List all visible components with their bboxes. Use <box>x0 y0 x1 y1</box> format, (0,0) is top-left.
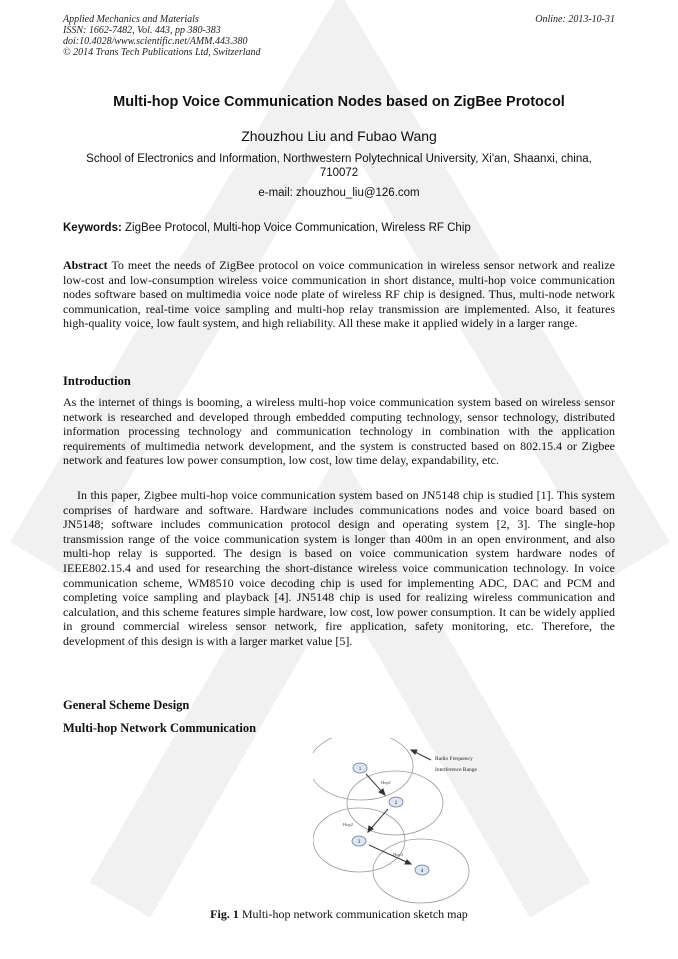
network-sketch <box>313 738 513 908</box>
doi: doi:10.4028/www.scientific.net/AMM.443.380 <box>63 36 248 47</box>
multi-hop-heading: Multi-hop Network Communication <box>63 721 257 735</box>
journal-header <box>63 14 615 58</box>
keywords-text: ZigBee Protocol, Multi-hop Voice Communication, Wireless RF Chip <box>125 222 471 234</box>
legend-line-2: Interference Range <box>435 767 477 773</box>
legend-line-1: Radio Frequency <box>435 756 473 762</box>
journal-name: Applied Mechanics and Materials <box>63 14 199 25</box>
copyright: © 2014 Trans Tech Publications Ltd, Switzerland <box>63 47 261 58</box>
node-label-3: 3 <box>357 840 361 845</box>
paper-title: Multi-hop Voice Communication Nodes based on ZigBee Protocol <box>113 94 565 110</box>
abstract <box>63 258 615 331</box>
keywords <box>63 222 615 234</box>
arrowhead <box>411 750 417 754</box>
general-scheme-heading: General Scheme Design <box>63 698 190 712</box>
hop-label-3: Hop3 <box>393 852 403 857</box>
caption-text: Multi-hop network communication sketch map <box>241 907 468 921</box>
hop-label-1: Hop1 <box>381 780 391 785</box>
node-label-1: 1 <box>358 767 362 772</box>
keywords-label: Keywords: <box>63 222 122 234</box>
affiliation: School of Electronics and Information, Northwestern Polytechnical University, Xi'an, Shaanxi, china, 710072 <box>86 153 592 179</box>
introduction-paragraph-2: In this paper, Zigbee multi-hop voice communication system based on JN5148 chip is studied [1]. This system comprises of hardware and software. Hardware includes communications nodes and voice board based on JN5148; software includes communication protocol design and operating system [2, 3]. The single-hop transmission range of the voice communication system is longer than 400m in an open environment, and also multi-hop relay is supported. The design is based on voice communication system hardware nodes of IEEE802.15.4 and used for researching the short-distance wireless voice communication technology. In voice communication scheme, WM8510 voice decoding chip is used for implementing ADC, DAC and PCM and completing voice sampling and playback [4]. JN5148 chip is used for realizing wireless communication and calculation, and this scheme features simple hardware, low cost, low power consumption. It can be widely applied in ground commercial wireless sensor network, fire application, safety monitoring, etc. Therefore, the development of this design is with a larger market value [5]. <box>63 488 615 648</box>
abstract-text: To meet the needs of ZigBee protocol on voice communication in wireless sensor network and realize low-cost and low-consumption wireless voice communication in short distance, multi-hop voice communication nodes software based on multimedia voice node plate of wireless RF chip is designed. Thus, multi-node network communication, real-time voice sampling and multi-hop relay transmission are implemented. Also, it features high-quality voice, low fault system, and high reliability. All these make it applied widely in a larger range. <box>63 258 615 331</box>
arrowhead <box>405 860 411 864</box>
caption-label: Fig. 1 <box>210 907 239 921</box>
issn: ISSN: 1662-7482, Vol. 443, pp 380-383 <box>63 25 221 36</box>
introduction-heading: Introduction <box>63 374 131 388</box>
node-label-4: 4 <box>420 869 424 874</box>
abstract-label: Abstract <box>63 258 108 272</box>
figure-1 <box>313 738 513 908</box>
online-date: Online: 2013-10-31 <box>535 14 615 25</box>
figure-caption <box>63 907 615 922</box>
authors: Zhouzhou Liu and Fubao Wang <box>241 128 437 144</box>
paper-page <box>63 14 615 921</box>
author-email: e-mail: zhouzhou_liu@126.com <box>258 187 420 199</box>
hop-label-2: Hop2 <box>343 822 353 827</box>
introduction-paragraph-1: As the internet of things is booming, a wireless multi-hop voice communication system based on wireless sensor network is researched and developed through embedded computing technology, sensor technology, distributed information processing technology and communication technology in combination with the application requirements of multimedia network development, and the system is constructed based on 802.15.4 or Zigbee network and features low power consumption, low cost, low time delay, expandability, etc. <box>63 395 615 468</box>
node-label-2: 2 <box>394 801 398 806</box>
